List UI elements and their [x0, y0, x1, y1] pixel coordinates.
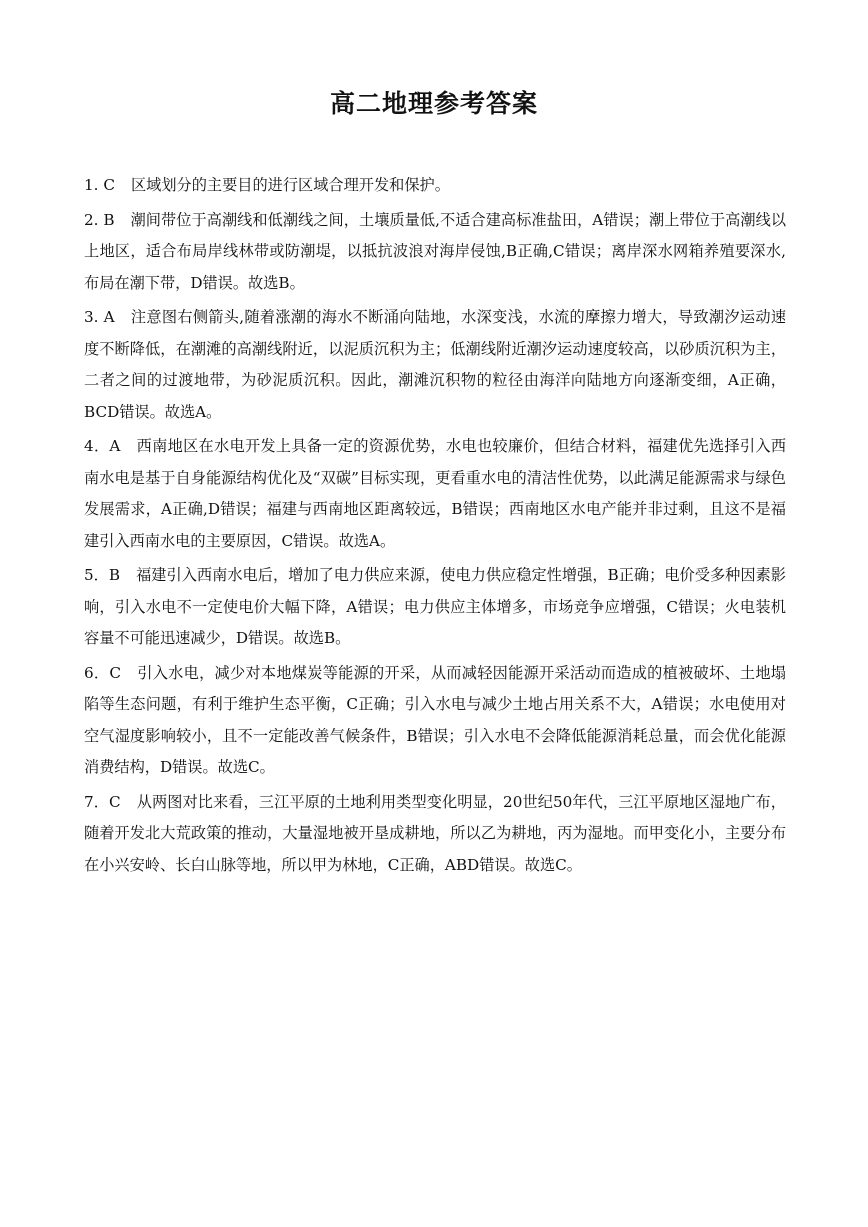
answer-number: 6．C	[84, 663, 121, 682]
answer-item-7	[84, 787, 786, 882]
answer-number: 5．B	[84, 566, 121, 584]
answer-number: 2. B	[84, 210, 115, 229]
answer-number: 7．C	[84, 792, 121, 811]
answer-item-4	[84, 431, 786, 557]
answer-explanation: 区域划分的主要目的进行区域合理开发和保护。	[130, 176, 450, 194]
answer-explanation: 福建引入西南水电后，增加了电力供应来源，使电力供应稳定性增强，B正确；电价受多种因素影响，引入水电不一定使电价大幅下降，A错误；电力供应主体增多，市场竞争应增强，C错误；火电装机容量不可能迅速减少，D错误。故选B。	[84, 566, 786, 647]
answer-item-3	[84, 302, 786, 428]
answer-number: 1. C	[84, 176, 115, 194]
answer-explanation: 注意图右侧箭头,随着涨潮的海水不断涌向陆地，水深变浅，水流的摩擦力增大，导致潮汐运动速度不断降低，在潮滩的高潮线附近，以泥质沉积为主；低潮线附近潮汐运动速度较高，以砂质沉积为主，二者之间的过渡地带，为砂泥质沉积。因此，潮滩沉积物的粒径由海洋向陆地方向逐渐变细，A正确，BCD错误。故选A。	[84, 308, 787, 421]
answer-item-6	[84, 658, 786, 784]
page-title: 高二地理参考答案	[329, 89, 538, 118]
answer-item-2	[84, 205, 786, 300]
answer-item-5	[84, 560, 786, 655]
answer-explanation: 引入水电，减少对本地煤炭等能源的开采，从而减轻因能源开采活动而造成的植被破坏、土地塌陷等生态问题，有利于维护生态平衡，C正确；引入水电与减少土地占用关系不大，A错误；水电使用对空气湿度影响较小，且不一定能改善气候条件，B错误；引入水电不会降低能源消耗总量，而会优化能源消费结构，D错误。故选C。	[84, 663, 786, 776]
answer-number: 3. A	[84, 308, 115, 326]
answer-explanation: 潮间带位于高潮线和低潮线之间，土壤质量低,不适合建高标准盐田，A错误；潮上带位于高潮线以上地区，适合布局岸线林带或防潮堤，以抵抗波浪对海岸侵蚀,B正确,C错误；离岸深水网箱养殖要深水,布局在潮下带，D错误。故选B。	[84, 210, 787, 292]
answer-list	[84, 170, 786, 884]
answer-number: 4．A	[84, 437, 121, 455]
answer-explanation: 从两图对比来看，三江平原的土地利用类型变化明显，20世纪50年代，三江平原地区湿地广布，随着开发北大荒政策的推动，大量湿地被开垦成耕地，所以乙为耕地，丙为湿地。而甲变化小，主要分布在小兴安岭、长白山脉等地，所以甲为林地，C正确，ABD错误。故选C。	[84, 792, 786, 874]
answer-item-1	[84, 170, 786, 202]
answer-explanation: 西南地区在水电开发上具备一定的资源优势，水电也较廉价，但结合材料，福建优先选择引入西南水电是基于自身能源结构优化及“双碳”目标实现，更看重水电的清洁性优势，以此满足能源需求与绿色发展需求，A正确,D错误；福建与西南地区距离较远，B错误；西南地区水电产能并非过剩，且这不是福建引入西南水电的主要原因，C错误。故选A。	[84, 437, 787, 550]
